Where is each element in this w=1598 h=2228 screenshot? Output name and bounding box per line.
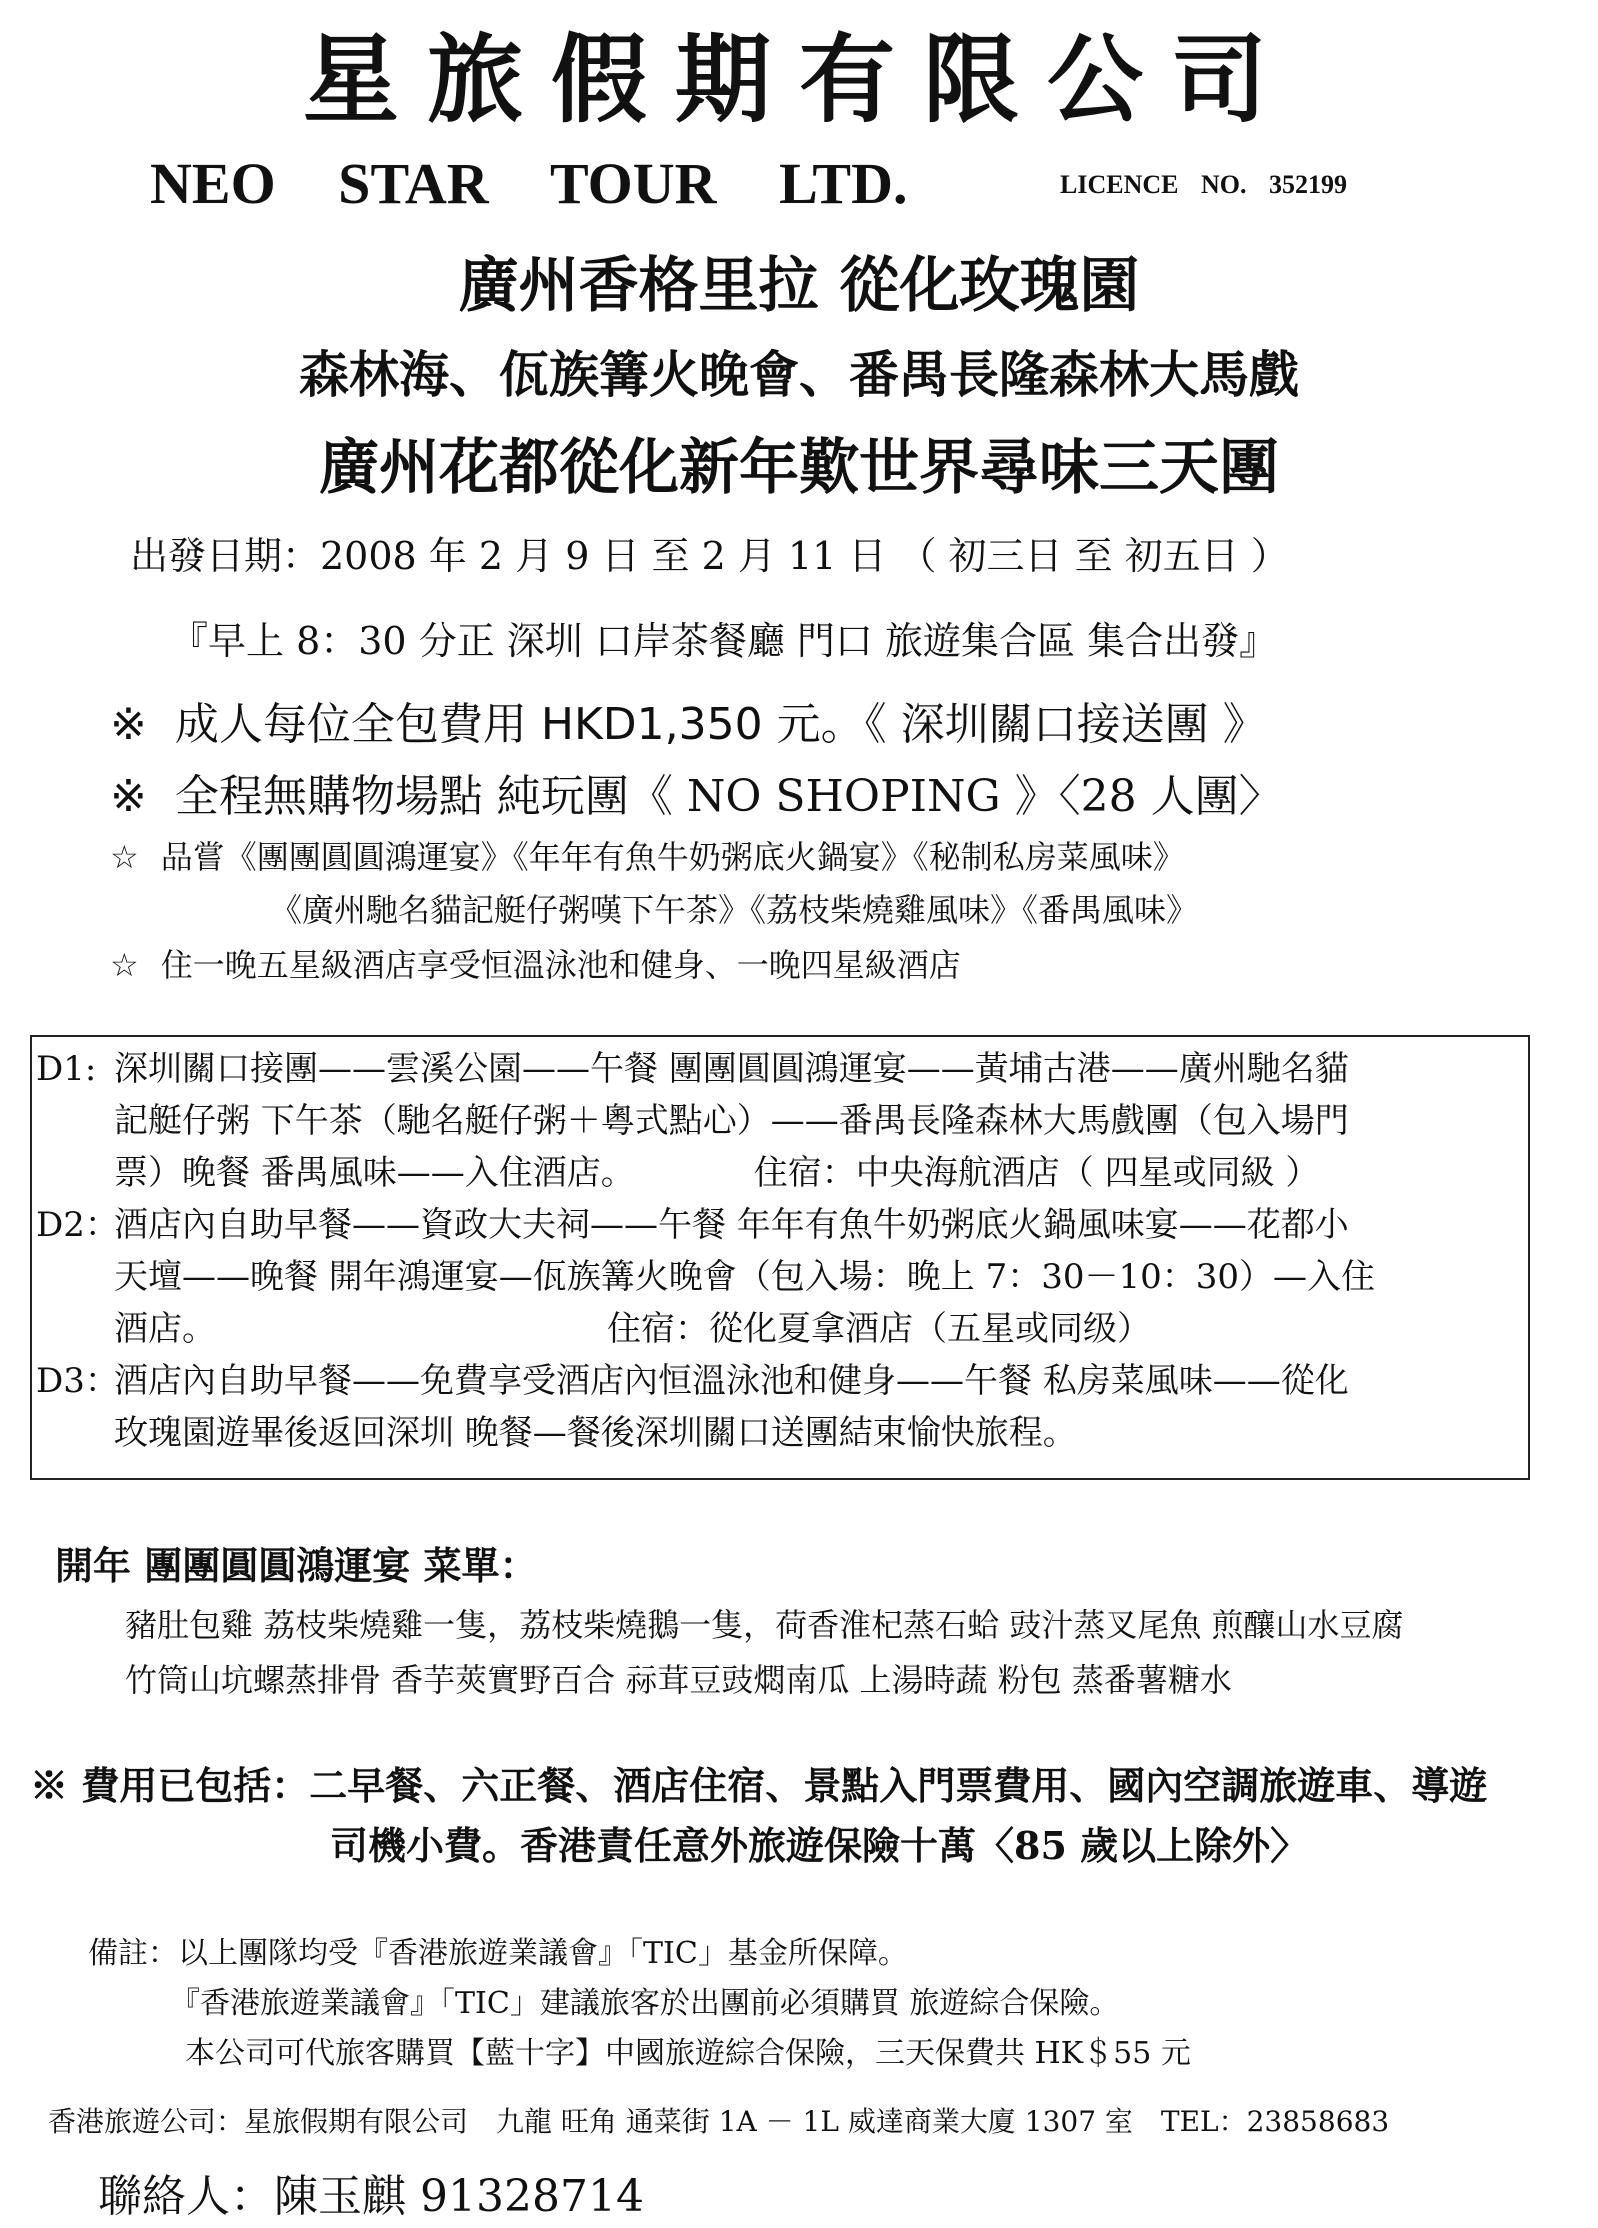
inclusions-line2: 司機小費。香港責任意外旅遊保險十萬〈85 歲以上除外〉 [330,1823,1309,1868]
day-label-d2: D2： [36,1205,119,1245]
itinerary-d2-line1: 酒店內自助早餐——資政大夫祠——午餐 年年有魚牛奶粥底火鍋風味宴——花都小 [114,1205,1349,1245]
food-highlight [110,832,1185,878]
meeting-point: 『早上 8：30 分正 深圳 口岸茶餐廳 門口 旅遊集合區 集合出發』 [170,619,1278,663]
price-note [110,688,1267,752]
star-icon: ☆ [110,946,139,984]
tour-title-attractions: 森林海、佤族篝火晚會、番禺長隆森林大馬戲 [299,345,1299,404]
menu-items-line1: 豬肚包雞 荔枝柴燒雞一隻，荔枝柴燒鵝一隻，荷香淮杞蒸石蛤 豉汁蒸叉尾魚 煎釀山水豆腐 [125,1606,1404,1644]
tour-title-main: 廣州香格里拉 從化玫瑰園 [458,251,1140,321]
no-shopping-note [110,760,1283,824]
company-name-chinese: 星旅假期有限公司 [303,23,1295,136]
contact-person: 聯絡人：陳玉麒 91328714 [98,2171,644,2222]
licence-number: LICENCE NO. 352199 [1060,170,1347,199]
day-label-d3: D3： [36,1361,119,1401]
star-icon: ☆ [110,838,139,876]
itinerary-box [30,1035,1530,1480]
price-text: 成人每位全包費用 HKD1,350 元。《 深圳關口接送團 》 [174,699,1267,750]
itinerary-d1-line2: 記艇仔粥 下午茶（馳名艇仔粥＋粵式點心）——番禺長隆森林大馬戲團（包入場門 [114,1101,1349,1141]
office-address: 香港旅遊公司：星旅假期有限公司 九龍 旺角 通菜街 1A － 1L 威達商業大廈 1307 室 TEL：23858683 [48,2105,1390,2138]
itinerary-d1-line3: 票）晚餐 番禺風味——入住酒店。 住宿：中央海航酒店（ 四星或同級 ） [114,1153,1320,1193]
company-name-english: NEO STAR TOUR LTD. [150,151,908,216]
itinerary-d2-line2: 天壇——晚餐 開年鴻運宴—佤族篝火晚會（包入場：晚上 7：30－10：30）—入住 [114,1257,1376,1297]
no-shopping-text: 全程無購物場點 純玩團《 NO SHOPING 》〈28 人團〉 [174,771,1283,822]
remark-insurance-advice: 『香港旅遊業議會』「TIC」建議旅客於出團前必須購買 旅遊綜合保險。 [170,1986,1120,2021]
hotel-highlight-text: 住一晚五星級酒店享受恒溫泳池和健身、一晚四星級酒店 [160,946,961,984]
menu-title: 開年 團團圓圓鴻運宴 菜單： [55,1543,538,1588]
food-highlight-line2: 《廣州馳名貓記艇仔粥嘆下午茶》《荔枝柴燒雞風味》《番禺風味》 [270,891,1199,929]
tour-title-package: 廣州花都從化新年歎世界尋味三天團 [319,433,1279,503]
itinerary-d2-line3: 酒店。 住宿：從化夏拿酒店（五星或同级） [114,1309,1151,1349]
menu-items-line2: 竹筒山坑螺蒸排骨 香芋莢實野百合 祘茸豆豉燜南瓜 上湯時蔬 粉包 蒸番薯糖水 [125,1661,1232,1699]
hotel-highlight [110,940,961,986]
day-label-d1: D1: [36,1049,97,1089]
inclusions-line1: ※ 費用已包括：二早餐、六正餐、酒店住宿、景點入門票費用、國內空調旅遊車、導遊 [30,1763,1488,1808]
itinerary-d3-line2: 玫瑰園遊畢後返回深圳 晚餐—餐後深圳關口送團結束愉快旅程。 [114,1413,1077,1453]
reference-mark-icon: ※ [110,771,147,822]
remark-tic-protection: 備註：以上團隊均受『香港旅遊業議會』「TIC」基金所保障。 [88,1936,908,1971]
reference-mark-icon: ※ [110,699,147,750]
remark-insurance-offer: 本公司可代旅客購買【藍十字】中國旅遊綜合保險，三天保費共 HK＄55 元 [185,2036,1191,2071]
itinerary-d3-line1: 酒店內自助早餐——免費享受酒店內恒溫泳池和健身——午餐 私房菜風味——從化 [114,1361,1349,1401]
food-highlight-line1: 品嘗《團團圓圓鴻運宴》《年年有魚牛奶粥底火鍋宴》《秘制私房菜風味》 [160,838,1185,876]
departure-date: 出發日期：2008 年 2 月 9 日 至 2 月 11 日 （ 初三日 至 初五日 ） [130,534,1289,578]
itinerary-d1-line1: 深圳關口接團——雲溪公園——午餐 團團圓圓鴻運宴——黃埔古港——廣州馳名貓 [114,1049,1349,1089]
